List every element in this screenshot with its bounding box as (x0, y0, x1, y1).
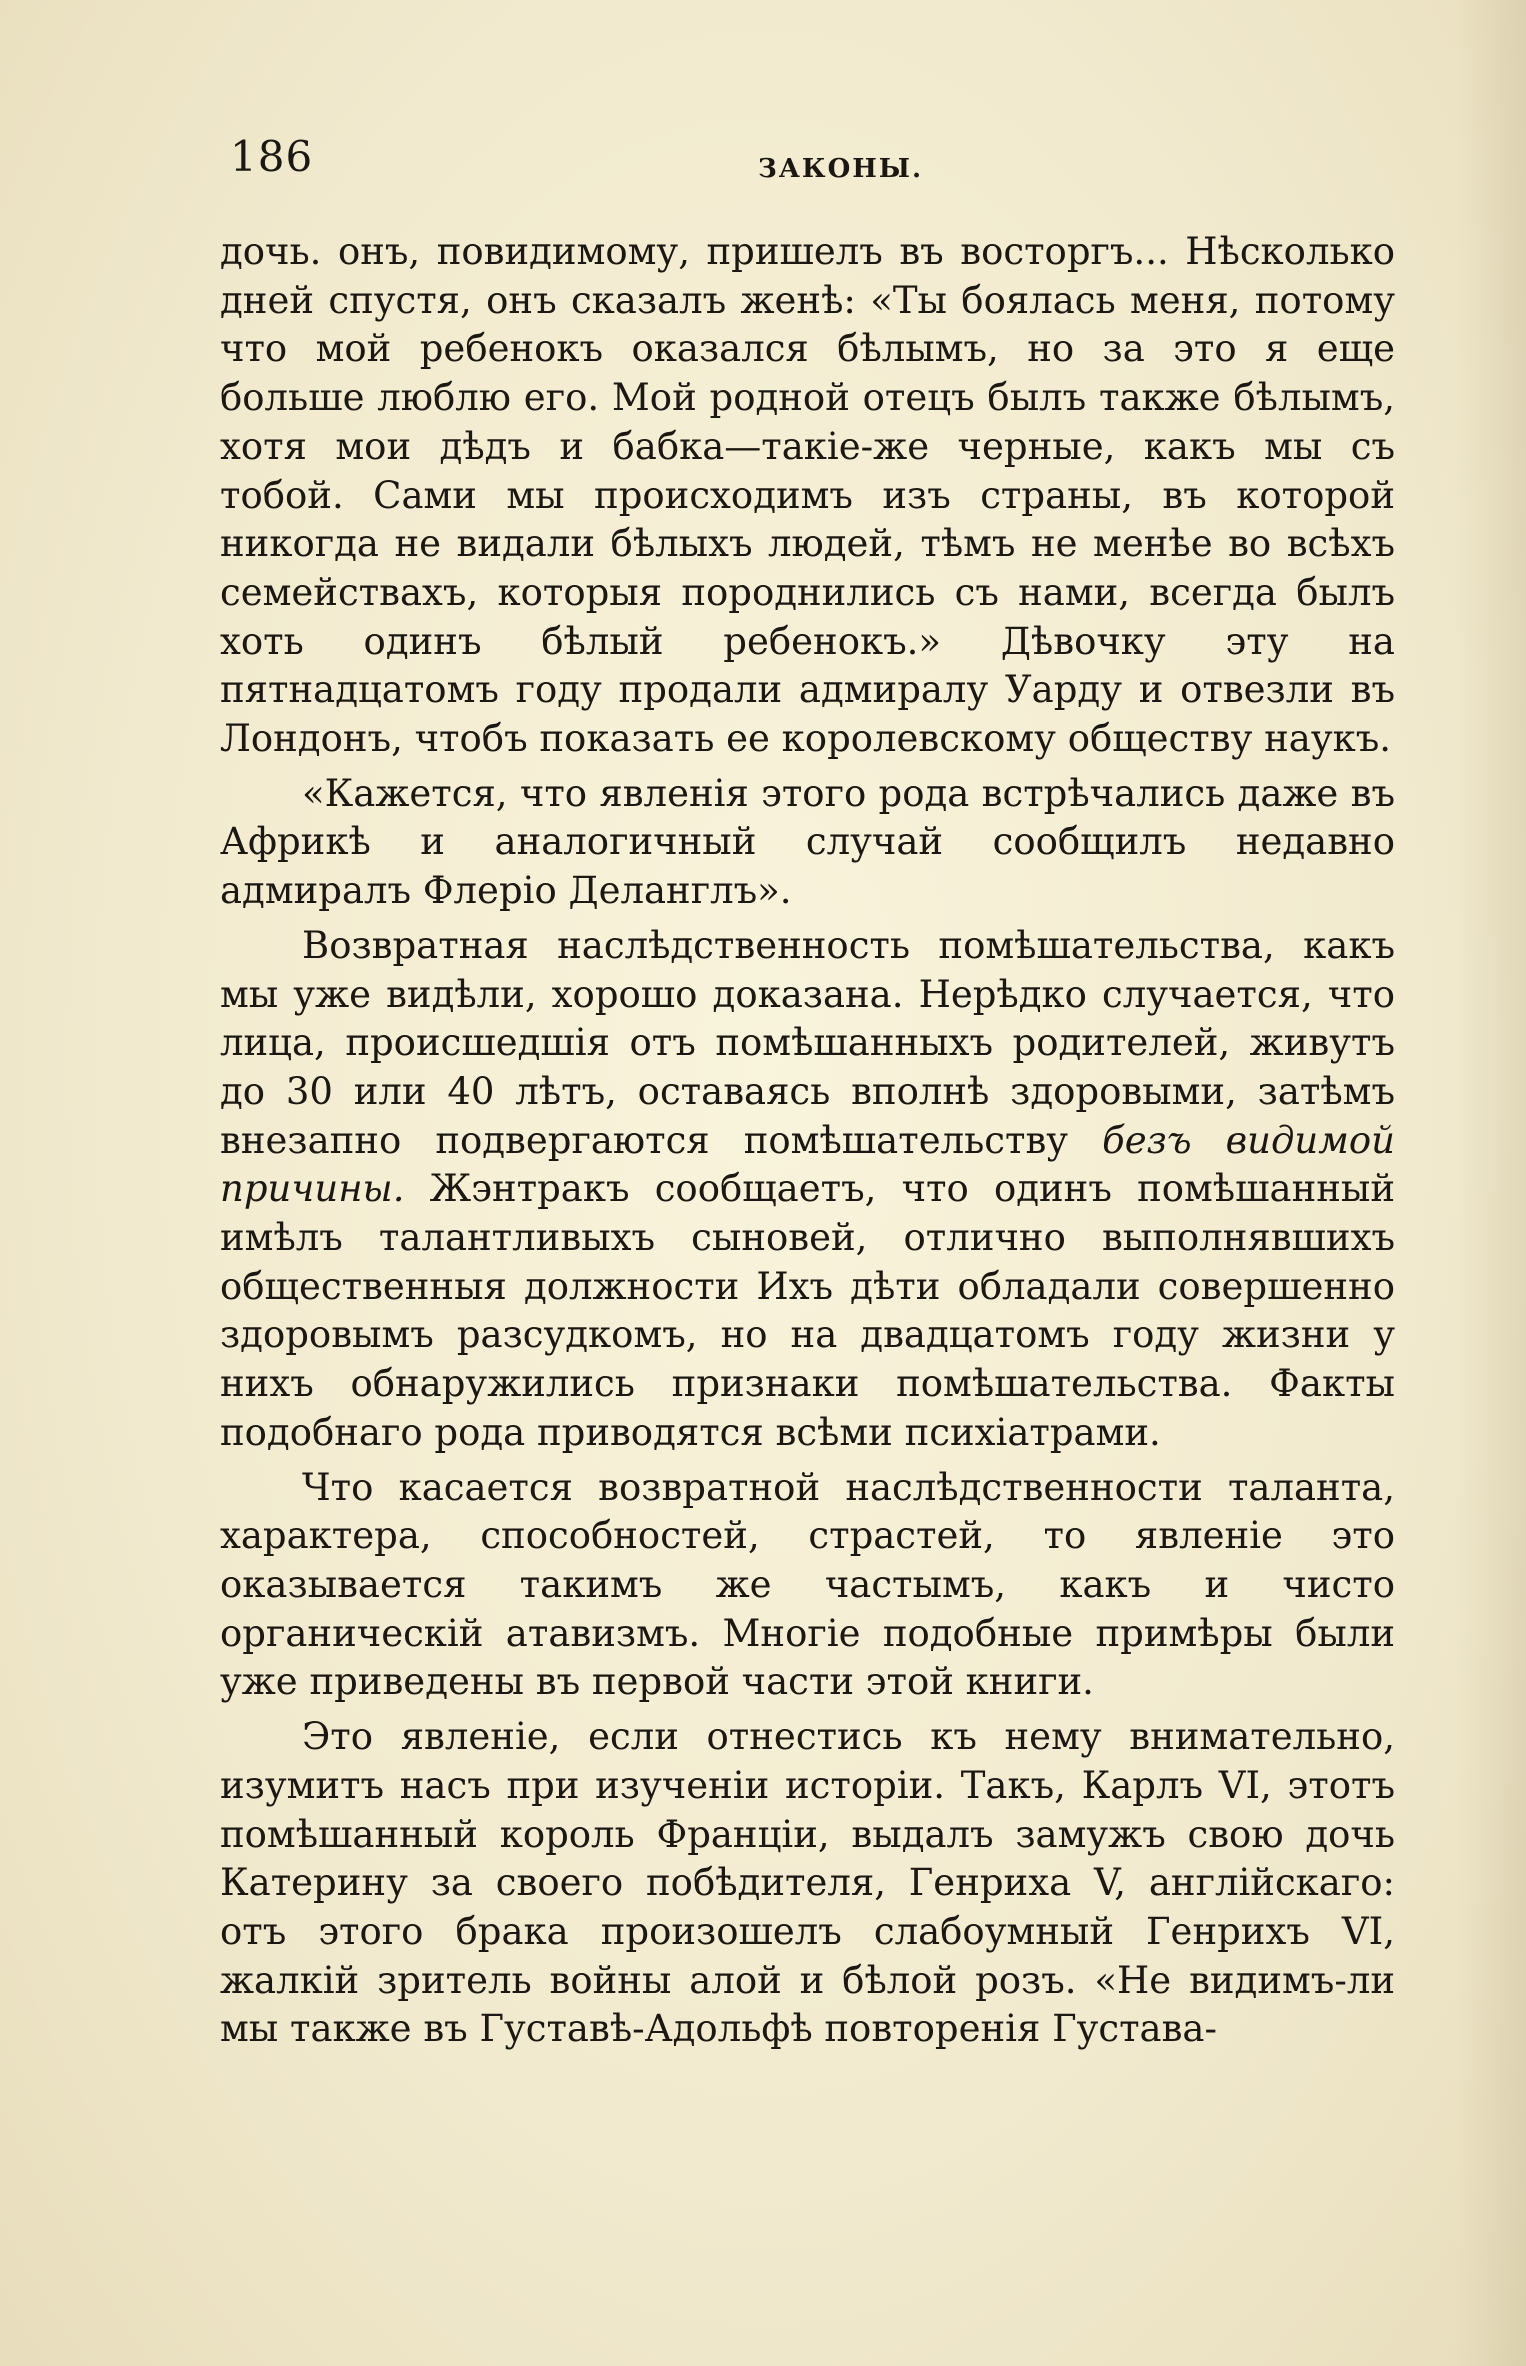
body-text (220, 228, 1395, 2054)
page-edge-shadow (1456, 0, 1526, 2366)
paragraph-3 (220, 922, 1395, 1458)
paragraph-3-start: Возвратная наслѣдственность помѣшательства, какъ мы уже видѣли, хорошо доказана. Нерѣдко случается, что лица, происшедшія отъ помѣшанныхъ родителей, живутъ до 30 или 40 лѣтъ, оставаясь вполнѣ здоровыми, затѣмъ внезапно подвергаются помѣшательству (220, 923, 1395, 1162)
page-header (230, 132, 1400, 192)
paragraph-2: «Кажется, что явленія этого рода встрѣчались даже въ Африкѣ и аналогичный случай сообщилъ недавно адмиралъ Флеріо Деланглъ». (220, 771, 1395, 913)
paragraph-3-end: Жэнтракъ сообщаетъ, что одинъ помѣшанный имѣлъ талантливыхъ сыновей, отлично выполнявшихъ общественныя должности Ихъ дѣти обладали совершенно здоровымъ разсудкомъ, но на двадцатомъ году жизни у нихъ обнаружились признаки помѣшательства. Факты подобнаго рода приводятся всѣми психіатрами. (220, 1167, 1395, 1454)
paragraph-1: дочь. онъ, повидимому, пришелъ въ восторгъ... Нѣсколько дней спустя, онъ сказалъ женѣ: «Ты боялась меня, потому что мой ребенокъ оказался бѣлымъ, но за это я еще больше люблю его. Мой родной отецъ былъ также бѣлымъ, хотя мои дѣдъ и бабка—такіе-же черные, какъ мы съ тобой. Сами мы происходимъ изъ страны, въ которой никогда не видали бѣлыхъ людей, тѣмъ не менѣе во всѣхъ семействахъ, которыя породнились съ нами, всегда былъ хоть одинъ бѣлый ребенокъ.» Дѣвочку эту на пятнадцатомъ году продали адмиралу Уарду и отвезли въ Лондонъ, чтобъ показать ее королевскому обществу наукъ. (220, 230, 1395, 761)
italic-phrase: безъ видимой причины. (220, 1118, 1396, 1211)
running-title: ЗАКОНЫ. (758, 154, 924, 184)
page-number: 186 (230, 132, 314, 181)
paragraph-4: Что касается возвратной наслѣдственности таланта, характера, способностей, страстей, то явленіе это оказывается такимъ же частымъ, какъ и чисто органическій атавизмъ. Многіе подобные примѣры были уже приведены въ первой части этой книги. (220, 1465, 1395, 1704)
paragraph-5: Это явленіе, если отнестись къ нему внимательно, изумитъ насъ при изученіи исторіи. Такъ, Карлъ VI, этотъ помѣшанный король Франціи, выдалъ замужъ свою дочь Катерину за своего побѣдителя, Генриха V, англійскаго: отъ этого брака произошелъ слабоумный Генрихъ VI, жалкій зритель войны алой и бѣлой розъ. «Не видимъ-ли мы также въ Густавѣ-Адольфѣ повторенія Густава- (220, 1715, 1395, 2051)
